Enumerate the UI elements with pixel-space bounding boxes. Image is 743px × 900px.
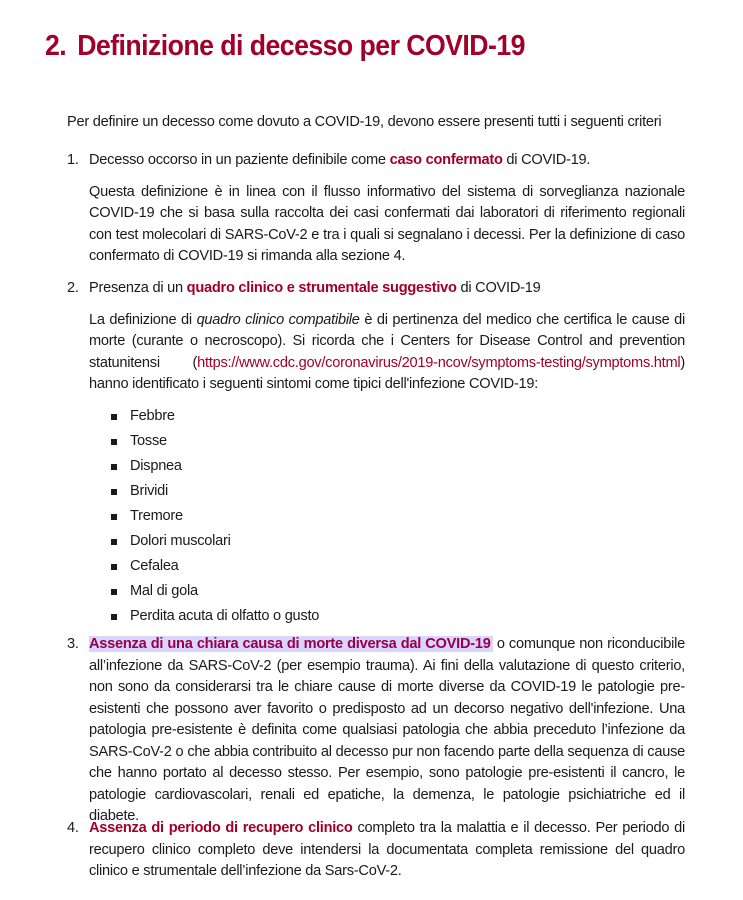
intro-paragraph: Per definire un decesso come dovuto a COVID-19, devono essere presenti tutti i seguenti criteri bbox=[67, 114, 662, 130]
symptom-label: Perdita acuta di olfatto o gusto bbox=[130, 607, 320, 624]
symptom-item bbox=[111, 529, 729, 554]
criterion-heading: Decesso occorso in un paziente definibile come caso confermato di COVID-19. bbox=[89, 152, 591, 168]
criterion-2 bbox=[67, 278, 685, 629]
section-number: 2. bbox=[45, 30, 67, 62]
square-bullet-icon bbox=[111, 439, 117, 445]
square-bullet-icon bbox=[111, 564, 117, 570]
symptom-item bbox=[111, 404, 729, 429]
square-bullet-icon bbox=[111, 514, 117, 520]
criterion-keyword: caso confermato bbox=[389, 152, 503, 168]
symptom-item bbox=[111, 479, 729, 504]
section-title-text: Definizione di decesso per COVID-19 bbox=[77, 30, 525, 62]
square-bullet-icon bbox=[111, 464, 117, 470]
symptom-item bbox=[111, 604, 729, 629]
criterion-number: 3. bbox=[67, 636, 79, 652]
symptom-item bbox=[111, 579, 729, 604]
symptom-label: Dispnea bbox=[130, 457, 182, 474]
criterion-detail: Questa definizione è in linea con il flusso informativo del sistema di sorveglianza nazionale COVID-19 che si basa sulla raccolta dei casi confermati dai laboratori di riferimento regionali con test molecolari di SARS-CoV-2 e tra i quali si segnalano i decessi. Per la definizione di caso confermato di COVID-19 si rimanda alla sezione 4. bbox=[89, 183, 685, 264]
criterion-keyword: quadro clinico e strumentale suggestivo bbox=[186, 280, 457, 296]
symptom-item bbox=[111, 429, 729, 454]
square-bullet-icon bbox=[111, 539, 117, 545]
criterion-number: 1. bbox=[67, 152, 79, 168]
symptom-label: Mal di gola bbox=[130, 582, 198, 599]
criterion-4 bbox=[67, 818, 685, 883]
square-bullet-icon bbox=[111, 614, 117, 620]
symptom-list bbox=[111, 404, 729, 629]
symptom-label: Febbre bbox=[130, 407, 175, 424]
symptom-label: Dolori muscolari bbox=[130, 532, 231, 549]
criterion-number: 2. bbox=[67, 280, 79, 296]
criterion-heading: Presenza di un quadro clinico e strumentale suggestivo di COVID-19 bbox=[89, 280, 541, 296]
square-bullet-icon bbox=[111, 589, 117, 595]
symptom-label: Cefalea bbox=[130, 557, 179, 574]
symptom-item bbox=[111, 554, 729, 579]
section-title bbox=[45, 30, 525, 63]
criterion-text: Assenza di una chiara causa di morte diversa dal COVID-19 o comunque non riconducibile all’infezione da SARS-CoV-2 (per esempio trauma). Ai fini della valutazione di questo criterio, non sono da considerarsi tra le chiare cause di morte diverse da COVID-19 le patologie pre-esistenti che possono aver favorito o predisposto ad un decorso negativo dell'infezione. Una patologia pre-esistente è definita come qualsiasi patologia che abbia preceduto l’infezione da SARS-CoV-2 o che abbia contribuito al decesso pur non facendo parte della sequenza di cause che hanno portato al decesso stesso. Per esempio, sono patologie pre-esistenti il cancro, le patologie cardiovascolari, renali ed epatiche, la demenza, le patologie psichiatriche ed il diabete. bbox=[89, 636, 685, 824]
criterion-1 bbox=[67, 150, 685, 268]
criterion-detail: La definizione di quadro clinico compatibile è di pertinenza del medico che certifica le cause di morte (curante o necroscopo). Si ricorda che i Centers for Disease Control and prevention statunitensi (https://www.cdc.gov/coronavirus/2019-ncov/symptoms-testing/symptoms.html) hanno identificato i seguenti sintomi come tipici dell'infezione COVID-19: bbox=[89, 311, 685, 392]
symptom-label: Tosse bbox=[130, 432, 167, 449]
symptom-item bbox=[111, 504, 729, 529]
symptom-item bbox=[111, 454, 729, 479]
italic-term: quadro clinico compatibile bbox=[196, 311, 360, 328]
criterion-text: Assenza di periodo di recupero clinico completo tra la malattia e il decesso. Per periodo di recupero clinico completo deve intendersi la documentata completa remissione del quadro clinico e strumentale dell’infezione da Sars-CoV-2. bbox=[89, 820, 685, 879]
criterion-keyword: Assenza di periodo di recupero clinico bbox=[89, 820, 353, 836]
square-bullet-icon bbox=[111, 489, 117, 495]
criterion-number: 4. bbox=[67, 820, 79, 836]
highlighted-keyword: Assenza di una chiara causa di morte diversa dal COVID-19 bbox=[89, 636, 491, 652]
criterion-3 bbox=[67, 634, 685, 828]
symptom-label: Tremore bbox=[130, 507, 183, 524]
symptom-label: Brividi bbox=[130, 482, 168, 499]
square-bullet-icon bbox=[111, 414, 117, 420]
cdc-link[interactable]: https://www.cdc.gov/coronavirus/2019-ncov/symptoms-testing/symptoms.html bbox=[197, 354, 681, 371]
